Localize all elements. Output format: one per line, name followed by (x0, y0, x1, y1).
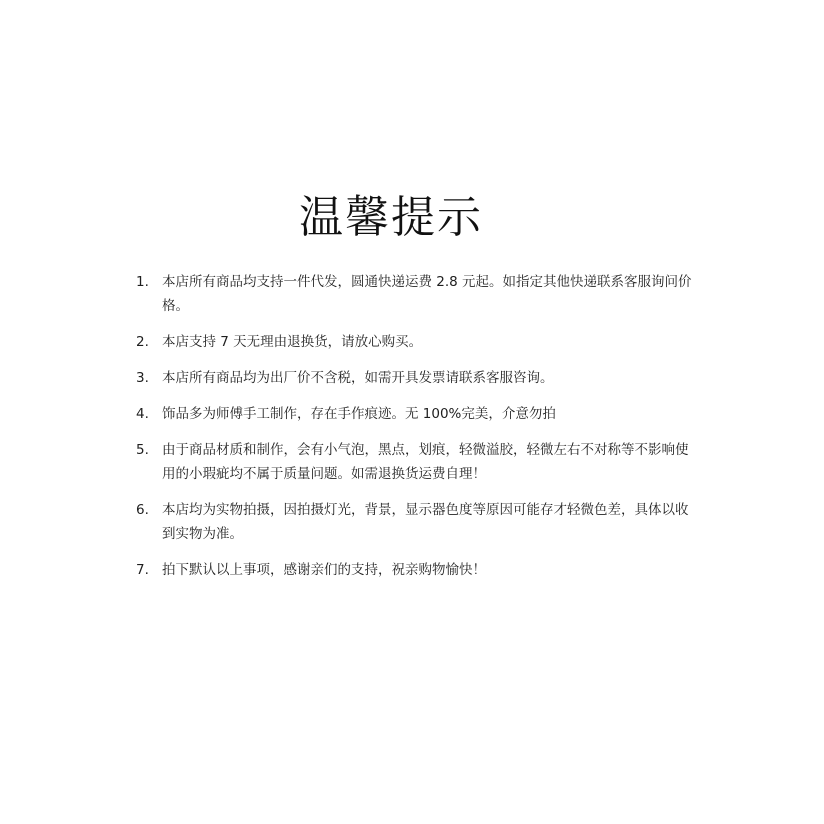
list-item (136, 498, 696, 546)
item-text: 饰品多为师傅手工制作，存在手作痕迹。无 100%完美，介意勿拍 (162, 406, 556, 422)
item-text: 本店支持 7 天无理由退换货，请放心购买。 (162, 334, 423, 350)
item-text: 本店所有商品均为出厂价不含税，如需开具发票请联系客服咨询。 (162, 370, 554, 386)
item-text: 本店均为实物拍摄，因拍摄灯光，背景，显示器色度等原因可能存才轻微色差，具体以收到实物为准。 (162, 502, 689, 542)
item-number: 1. (136, 274, 149, 290)
item-number: 6. (136, 502, 149, 518)
item-text: 拍下默认以上事项，感谢亲们的支持，祝亲购物愉快！ (162, 562, 486, 578)
item-text: 本店所有商品均支持一件代发，圆通快递运费 2.8 元起。如指定其他快递联系客服询问价格。 (162, 274, 692, 314)
page-title: 温馨提示 (299, 192, 483, 243)
list-item (136, 330, 696, 354)
item-text: 由于商品材质和制作，会有小气泡，黑点，划痕，轻微溢胶，轻微左右不对称等不影响使用的小瑕疵均不属于质量问题。如需退换货运费自理！ (162, 442, 689, 482)
list-item (136, 366, 696, 390)
item-number: 4. (136, 406, 149, 422)
list-item (136, 402, 696, 426)
list-item (136, 438, 696, 486)
item-number: 2. (136, 334, 149, 350)
item-number: 5. (136, 442, 149, 458)
item-number: 7. (136, 562, 149, 578)
tips-list (136, 270, 696, 582)
item-number: 3. (136, 370, 149, 386)
list-item (136, 558, 696, 582)
list-item (136, 270, 696, 318)
